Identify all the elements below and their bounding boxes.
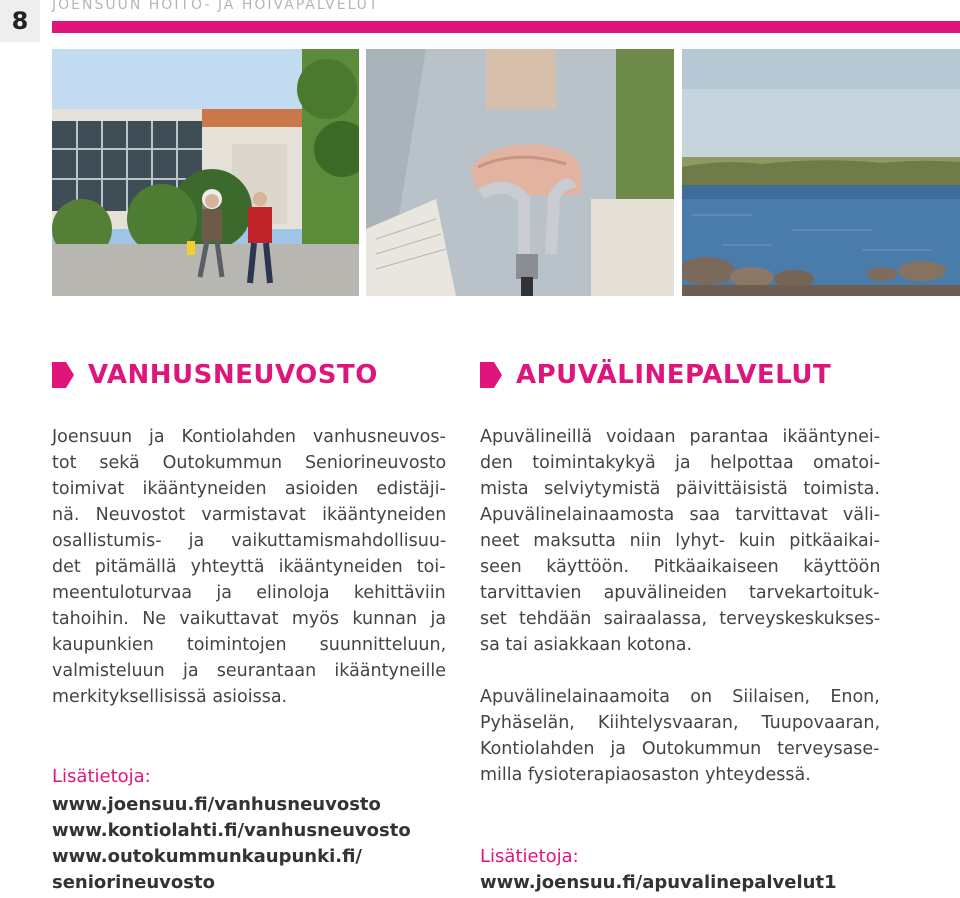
link-seniorineuvosto-outokumpu-cont[interactable]: seniorineuvosto xyxy=(52,872,215,893)
section-heading: APUVÄLINEPALVELUT xyxy=(516,360,832,390)
link-vanhusneuvosto-joensuu[interactable]: www.joensuu.fi/vanhusneuvosto xyxy=(52,794,381,815)
section-heading: VANHUSNEUVOSTO xyxy=(88,360,378,390)
paragraph-line: kaupunkien toimintojen suunnitteluun, xyxy=(52,635,447,655)
paragraph-line: tarvittavien apuvälineiden tarvekartoituk- xyxy=(480,583,880,603)
paragraph-line: Apuvälineillä voidaan parantaa ikääntynei- xyxy=(480,427,881,447)
info-label: Lisätietoja: xyxy=(52,766,151,787)
lake-shore-photo xyxy=(682,49,960,296)
link-seniorineuvosto-outokumpu[interactable]: www.outokummunkaupunki.fi/ xyxy=(52,846,362,867)
link-vanhusneuvosto-kontiolahti[interactable]: www.kontiolahti.fi/vanhusneuvosto xyxy=(52,820,411,841)
hand-on-cane-photo xyxy=(366,49,674,296)
right-section-header xyxy=(480,360,831,390)
paragraph-line: Pyhäselän, Kiihtelysvaaran, Tuupovaaran, xyxy=(480,713,881,733)
building-elderly-walking-photo xyxy=(52,49,359,296)
link-apuvalinepalvelut[interactable]: www.joensuu.fi/apuvalinepalvelut1 xyxy=(480,872,837,893)
paragraph-line: osallistumis- ja vaikuttamismahdollisuu- xyxy=(52,531,447,551)
info-label: Lisätietoja: xyxy=(480,846,579,867)
running-head: JOENSUUN HOITO- JA HOIVAPALVELUT xyxy=(52,0,380,13)
paragraph-line: mista selviytymistä päivittäisistä toimista. xyxy=(480,479,880,499)
paragraph-line: meentuloturvaa ja elinoloja kehittäviin xyxy=(52,583,446,603)
paragraph-line: den toimintakykyä ja helpottaa omatoi- xyxy=(480,453,881,473)
paragraph-line: tahoihin. Ne vaikuttavat myös kunnan ja xyxy=(52,609,447,629)
paragraph-line: merkityksellisissä asioissa. xyxy=(52,687,288,707)
paragraph-line: Kontiolahden ja Outokummun terveysase- xyxy=(480,739,880,759)
paragraph-line: tot sekä Outokummun Seniorineuvosto xyxy=(52,453,447,473)
page-number: 8 xyxy=(0,0,40,42)
paragraph-line: Joensuun ja Kontiolahden vanhusneuvos- xyxy=(52,427,446,447)
paragraph-line: milla fysioterapiaosaston yhteydessä. xyxy=(480,765,811,785)
paragraph-line: seen käyttöön. Pitkäaikaiseen käyttöön xyxy=(480,557,881,577)
paragraph-line: det pitämällä yhteyttä ikääntyneiden toi- xyxy=(52,557,446,577)
paragraph-line: Apuvälinelainaamoita on Siilaisen, Enon, xyxy=(480,687,880,707)
paragraph-line: nä. Neuvostot varmistavat ikääntyneiden xyxy=(52,505,447,525)
section-marker-icon xyxy=(52,362,74,388)
right-paragraph-2 xyxy=(480,684,880,788)
paragraph-line: neet maksutta niin lyhyt- kuin pitkäaikai- xyxy=(480,531,880,551)
top-rule xyxy=(52,21,960,33)
paragraph-line: set tehdään sairaalassa, terveyskeskukses- xyxy=(480,609,881,629)
paragraph-line: Apuvälinelainaamosta saa tarvittavat väli- xyxy=(480,505,881,525)
left-paragraph xyxy=(52,424,446,710)
paragraph-line: toimivat ikääntyneiden asioiden edistäji- xyxy=(52,479,446,499)
paragraph-line: sa tai asiakkaan kotona. xyxy=(480,635,693,655)
section-marker-icon xyxy=(480,362,502,388)
paragraph-line: valmisteluun ja seurantaan ikääntyneille xyxy=(52,661,447,681)
right-paragraph-1 xyxy=(480,424,880,658)
left-section-header xyxy=(52,360,378,390)
